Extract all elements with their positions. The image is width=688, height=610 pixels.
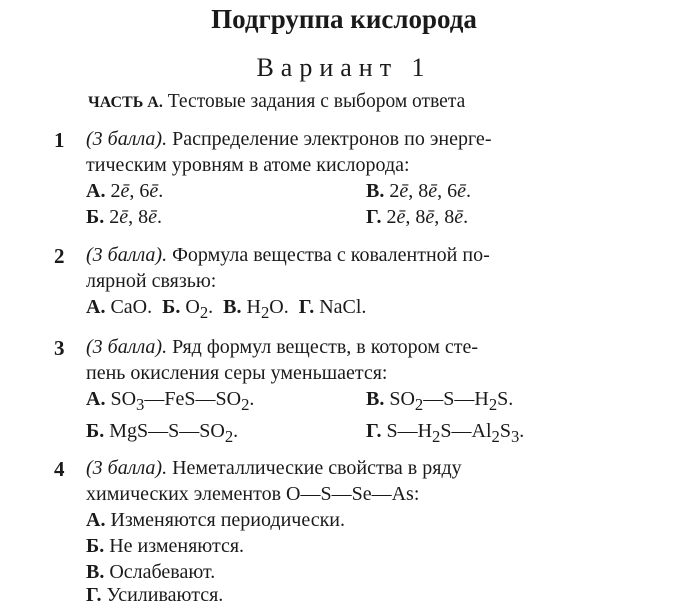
question-line: тическим уровням в атоме кислорода: <box>86 154 410 176</box>
option-letter: А. <box>86 509 106 531</box>
option-value: Не изменяются. <box>109 535 245 557</box>
question-text: Распределение электронов по энерге- <box>172 128 492 150</box>
question-line: лярной связью: <box>86 270 217 292</box>
variant-label: Вариант 1 <box>256 53 432 82</box>
question-line <box>86 457 462 480</box>
question-points: (3 балла). <box>86 244 168 266</box>
option-letter: А. <box>86 180 106 202</box>
question-line <box>86 128 491 151</box>
option-letter: А. <box>86 296 106 318</box>
option-value: $MgS—S—SO_2$. <box>109 420 239 446</box>
option-value: 2ē, 8ē. <box>109 206 163 228</box>
option-letter: В. <box>223 296 242 318</box>
answer-option <box>86 535 244 558</box>
option-letter: Б. <box>86 206 105 228</box>
option-letter: Г. <box>86 584 102 606</box>
question-number: 2 <box>54 244 65 268</box>
answer-option <box>86 561 215 584</box>
question-text: Неметаллические свойства в ряду <box>172 457 462 479</box>
option-letter: Г. <box>366 206 382 228</box>
answer-option <box>86 388 254 415</box>
question-line <box>86 244 490 267</box>
option-letter: Б. <box>86 535 105 557</box>
option-letter: Б. <box>86 420 105 442</box>
option-value: 2ē, 6ē. <box>110 180 164 202</box>
option-letter: В. <box>366 388 385 410</box>
part-heading <box>88 91 465 113</box>
option-letter: Г. <box>366 420 382 442</box>
answer-option <box>86 509 345 532</box>
answer-option <box>86 206 162 229</box>
question-text: Ряд формул веществ, в котором сте- <box>172 336 479 358</box>
question-number: 1 <box>54 128 65 152</box>
answer-option <box>86 180 163 203</box>
option-value: $O_2$. <box>185 296 214 322</box>
option-value: 2ē, 8ē, 6ē. <box>389 180 472 202</box>
part-text: Тестовые задания с выбором ответа <box>167 91 466 112</box>
page-title: Подгруппа кислорода <box>211 4 477 34</box>
option-value: Изменяются периодически. <box>110 509 346 531</box>
option-value: CaO. <box>110 296 153 318</box>
question-number: 3 <box>54 336 65 360</box>
answer-option <box>366 420 524 447</box>
option-value: 2ē, 8ē, 8ē. <box>386 206 469 228</box>
option-value: NaCl. <box>319 296 367 318</box>
option-letter: Г. <box>298 296 315 318</box>
question-text: Формула вещества с ковалентной по- <box>172 244 490 266</box>
option-value: $S—H_2S—Al_2S_3$. <box>386 420 525 446</box>
option-letter: В. <box>366 180 385 202</box>
question-number: 4 <box>54 457 65 481</box>
question-points: (3 балла). <box>86 457 168 479</box>
option-value: $SO_2—S—H_2S$. <box>389 388 514 414</box>
answer-options-row <box>86 296 366 323</box>
option-value: $H_2O$. <box>246 296 289 322</box>
question-points: (3 балла). <box>86 336 168 358</box>
question-line: пень окисления серы уменьшается: <box>86 362 388 384</box>
answer-option <box>366 388 513 415</box>
question-line: химических элементов O—S—Se—As: <box>86 483 420 505</box>
answer-option <box>86 584 223 607</box>
answer-option <box>86 420 238 447</box>
option-letter: В. <box>86 561 105 583</box>
answer-option <box>366 180 471 203</box>
question-points: (3 балла). <box>86 128 168 150</box>
option-value: $SO_3—FeS—SO_2$. <box>110 388 255 414</box>
answer-option <box>366 206 468 229</box>
question-line <box>86 336 478 359</box>
option-letter: Б. <box>162 296 181 318</box>
option-value: Ослабевают. <box>109 561 216 583</box>
option-value: Усиливаются. <box>106 584 224 606</box>
part-label: ЧАСТЬ А. <box>88 94 163 111</box>
option-letter: А. <box>86 388 106 410</box>
